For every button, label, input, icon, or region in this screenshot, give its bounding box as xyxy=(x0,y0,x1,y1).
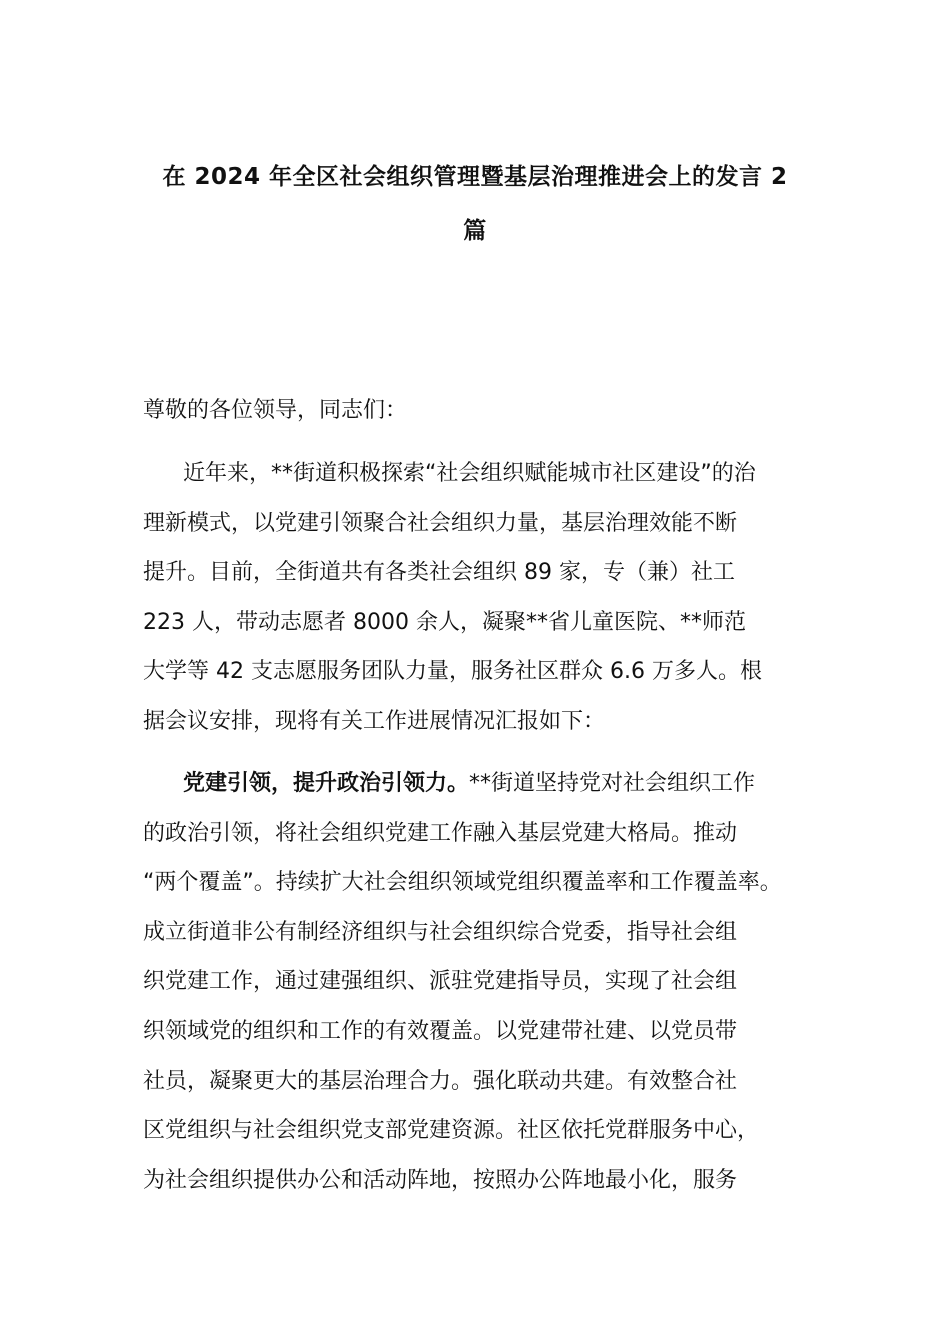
section-heading: 党建引领，提升政治引领力。 xyxy=(183,771,470,796)
paragraph-1-line: 理新模式，以党建引领聚合社会组织力量，基层治理效能不断 xyxy=(143,510,738,536)
paragraph-2-line: “两个覆盖”。持续扩大社会组织领域党组织覆盖率和工作覆盖率。 xyxy=(143,870,782,896)
title-line-1: 在 2024 年全区社会组织管理暨基层治理推进会上的发言 2 xyxy=(162,164,788,190)
paragraph-2-first-line xyxy=(143,759,833,809)
salutation: 尊敬的各位领导，同志们： xyxy=(143,398,408,423)
document-title xyxy=(140,150,810,258)
title-line-2: 篇 xyxy=(463,218,487,244)
paragraph-2-line: 成立街道非公有制经济组织与社会组织综合党委，指导社会组 xyxy=(143,919,738,945)
paragraph-1-line: 223 人，带动志愿者 8000 余人，凝聚**省儿童医院、**师范 xyxy=(143,609,746,635)
paragraph-2-line: 社员，凝聚更大的基层治理合力。强化联动共建。有效整合社 xyxy=(143,1068,738,1094)
paragraph-2-line: 织领域党的组织和工作的有效覆盖。以党建带社建、以党员带 xyxy=(143,1018,738,1044)
paragraph-1 xyxy=(143,449,833,747)
paragraph-2 xyxy=(143,759,833,1205)
paragraph-2-first-line-text: **街道坚持党对社会组织工作 xyxy=(469,771,756,796)
paragraph-2-line: 的政治引领，将社会组织党建工作融入基层党建大格局。推动 xyxy=(143,820,738,846)
paragraph-2-line: 为社会组织提供办公和活动阵地，按照办公阵地最小化，服务 xyxy=(143,1167,738,1193)
paragraph-2-line: 织党建工作，通过建强组织、派驻党建指导员，实现了社会组 xyxy=(143,969,738,995)
paragraph-1-line: 大学等 42 支志愿服务团队力量，服务社区群众 6.6 万多人。根 xyxy=(143,659,762,685)
paragraph-1-line: 提升。目前，全街道共有各类社会组织 89 家，专（兼）社工 xyxy=(143,560,735,586)
paragraph-1-line: 近年来，**街道积极探索“社会组织赋能城市社区建设”的治 xyxy=(183,461,756,486)
paragraph-1-line: 据会议安排，现将有关工作进展情况汇报如下： xyxy=(143,708,606,734)
paragraph-2-line: 区党组织与社会组织党支部党建资源。社区依托党群服务中心， xyxy=(143,1118,760,1144)
